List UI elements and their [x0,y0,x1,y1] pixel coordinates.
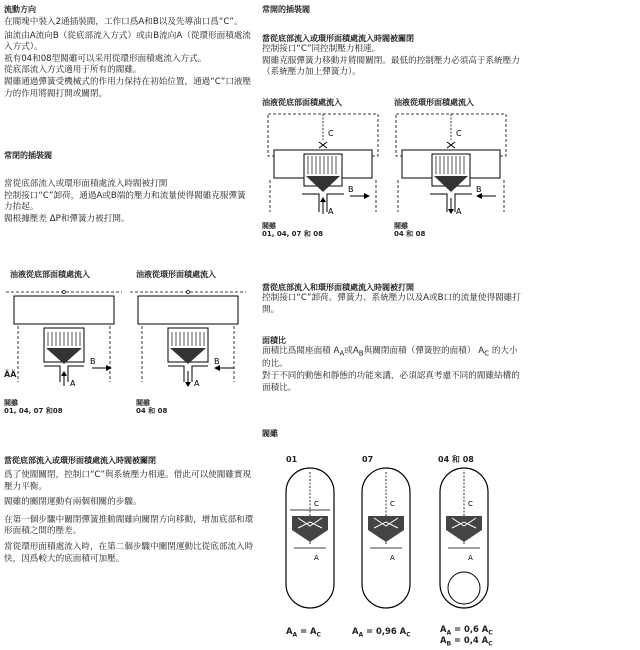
flow-paragraph-3: 祇有04和08型閥雖可以采用從環形面積處流入方式。 [4,53,207,64]
poppet-01-drawing [286,468,334,608]
port-a-label: A [70,379,76,388]
normally-closed-paragraph-1: 控制接口“C”卸荷，通過A或B端的壓力和流量使得閥雖克服彈簧力抬起。 [4,190,246,213]
port-b-label: B [476,185,482,194]
normally-closed-paragraph-2: 閥根據壓差 ΔP和彈簧力被打開。 [4,213,130,224]
flow-paragraph-4: 從底部流入方式適用于所有的閥雖。 [4,65,142,76]
normally-open-paragraph-2: 閥雖克服彈簧力移動并將閥關閉。最低的控制壓力必須高于系統壓力（系統壓力加上彈簧力）。 [262,55,520,78]
normally-open-paragraph-1: 控制接口“C”同控制壓力相連。 [262,44,381,54]
normally-open-section [262,4,520,79]
right-valve-diagram-annular-flow [390,110,512,218]
area-ratio-paragraph-2: 對于不同的動態和靜態的功能來講，必須認真考慮不同的閥雖結構的面積比。 [262,370,520,393]
closing-title: 當從底部流入或環形面積處流入時閥被關閉 [4,456,156,465]
flow-direction-title: 流動方向 [4,5,36,14]
poppet-type-04-08: 04 和 08 [438,455,474,464]
closing-paragraph-3: 在第一個步驟中關閉彈簧推動閥雖向關閉方向移動，增加底部和環形面積之間的壓差。 [4,514,254,537]
poppet-diagrams [276,464,506,614]
normally-open-title: 常開的插裝閥 [262,5,310,14]
port-a-label: A [314,554,319,562]
closing-paragraph-4: 當從環形面積處流入時，在第二個步驟中關閉運動比從底部流入時快，因爲較大的底面積可加壓。 [4,541,254,564]
port-a-label: A [456,207,462,216]
area-ratio-paragraph-1: 面積比爲閥座面積 $A_A$或$A_B$與關閉面積（彈簧腔的面積） $A_C$ 的大小的比。 [262,346,518,370]
right-diagram-1-caption-b: 01, 04, 07 和 08 [262,230,324,238]
port-a-label: A [390,554,395,562]
port-a-label: A [194,379,200,388]
ratio-equation-04-08-b: $A_B = 0,4$ $A_C$ [440,635,493,648]
port-b-label: B [348,185,354,194]
right-diagram-1-label: 油液從底部面積處流入 [262,98,342,107]
poppet-type-01: 01 [286,455,298,464]
normally-open-subtitle: 當從底部流入或環形面積處流入時閥被關閉 [262,34,414,43]
area-ratio-section [262,335,520,394]
port-c-label: C [456,129,462,138]
opening-section [262,282,528,316]
right-diagram-2-caption-a: 閥雖 [394,222,408,230]
port-c-label: C [328,129,334,138]
closing-paragraph-2: 閥雖的關閉運動有兩個相關的步驟。 [4,497,142,508]
port-c-label: C [390,500,395,508]
left-diagram-2-caption-a: 閥雖 [136,399,150,407]
left-diagram-2-caption-b: 04 和 08 [136,407,168,415]
normally-closed-section [4,150,254,225]
ratio-equation-04-08-a: $A_A = 0,6$ $A_C$ [440,624,493,637]
left-diagram-1-caption-b: 01, 04, 07 和08 [4,407,63,415]
left-diagram-1-caption-a: 閥雖 [4,399,18,407]
port-a-label: A [328,207,334,216]
right-diagram-2-caption-b: 04 和 08 [394,230,426,238]
ratio-equation-01: $A_A = A_C$ [286,626,321,639]
closing-paragraph-1: 爲了使閥關閉，控制口“C”與系統壓力相連。借此可以使閥雖實現壓力平衡。 [4,470,252,492]
port-c-label: C [468,500,473,508]
port-b-label: B [90,357,96,366]
poppet-04-08-drawing [440,468,488,608]
flow-paragraph-2: 油流由A流向B（從底部流入方式）或由B流向A（從環形面積處流入方式）。 [4,30,251,53]
port-a-label: A [468,554,473,562]
normally-closed-title: 常閉的插裝閥 [4,151,52,160]
opening-paragraph-1: 控制接口“C”卸荷。彈簧力、系統壓力以及A或B口的流量使得閥雖打開。 [262,293,521,315]
poppet-07-drawing [362,468,410,608]
right-valve-diagram-bottom-flow [262,110,384,218]
port-b-label: B [214,357,220,366]
right-diagram-1-caption-a: 閥雖 [262,222,276,230]
flow-direction-section [4,4,254,100]
port-c-label: C [314,500,319,508]
left-diagram-1-label: 油液從底部面積處流入 [10,270,90,279]
ratio-equation-07: $A_A = 0,96$ $A_C$ [352,626,411,639]
poppet-title: 閥雖 [262,429,278,438]
left-valve-diagram-annular-flow [128,282,248,392]
poppet-type-07: 07 [362,455,374,464]
flow-paragraph-1: 在閥塊中裝入2通插裝閥，工作口爲A和B以及先導油口爲“C”。 [4,17,243,27]
closing-section [4,455,254,565]
opening-title: 當從底部流入和環形面積處流入時閥被打開 [262,283,414,292]
area-ratio-title: 面積比 [262,336,286,345]
right-diagram-2-label: 油液從環形面積處流入 [394,98,474,107]
flow-paragraph-5: 閥雖通過彈簧受機械式的作用力保持在初始位置，通過“C”口液壓力的作用將閥打開或關閉。 [4,76,252,99]
left-valve-diagram-bottom-flow [4,282,124,392]
left-diagram-2-label: 油液從環形面積處流入 [136,270,216,279]
normally-closed-subtitle: 當從底部流入或環形面積處流入時閥被打開 [4,179,168,189]
left-diagram-1-extra: ÄÄ [4,370,17,379]
